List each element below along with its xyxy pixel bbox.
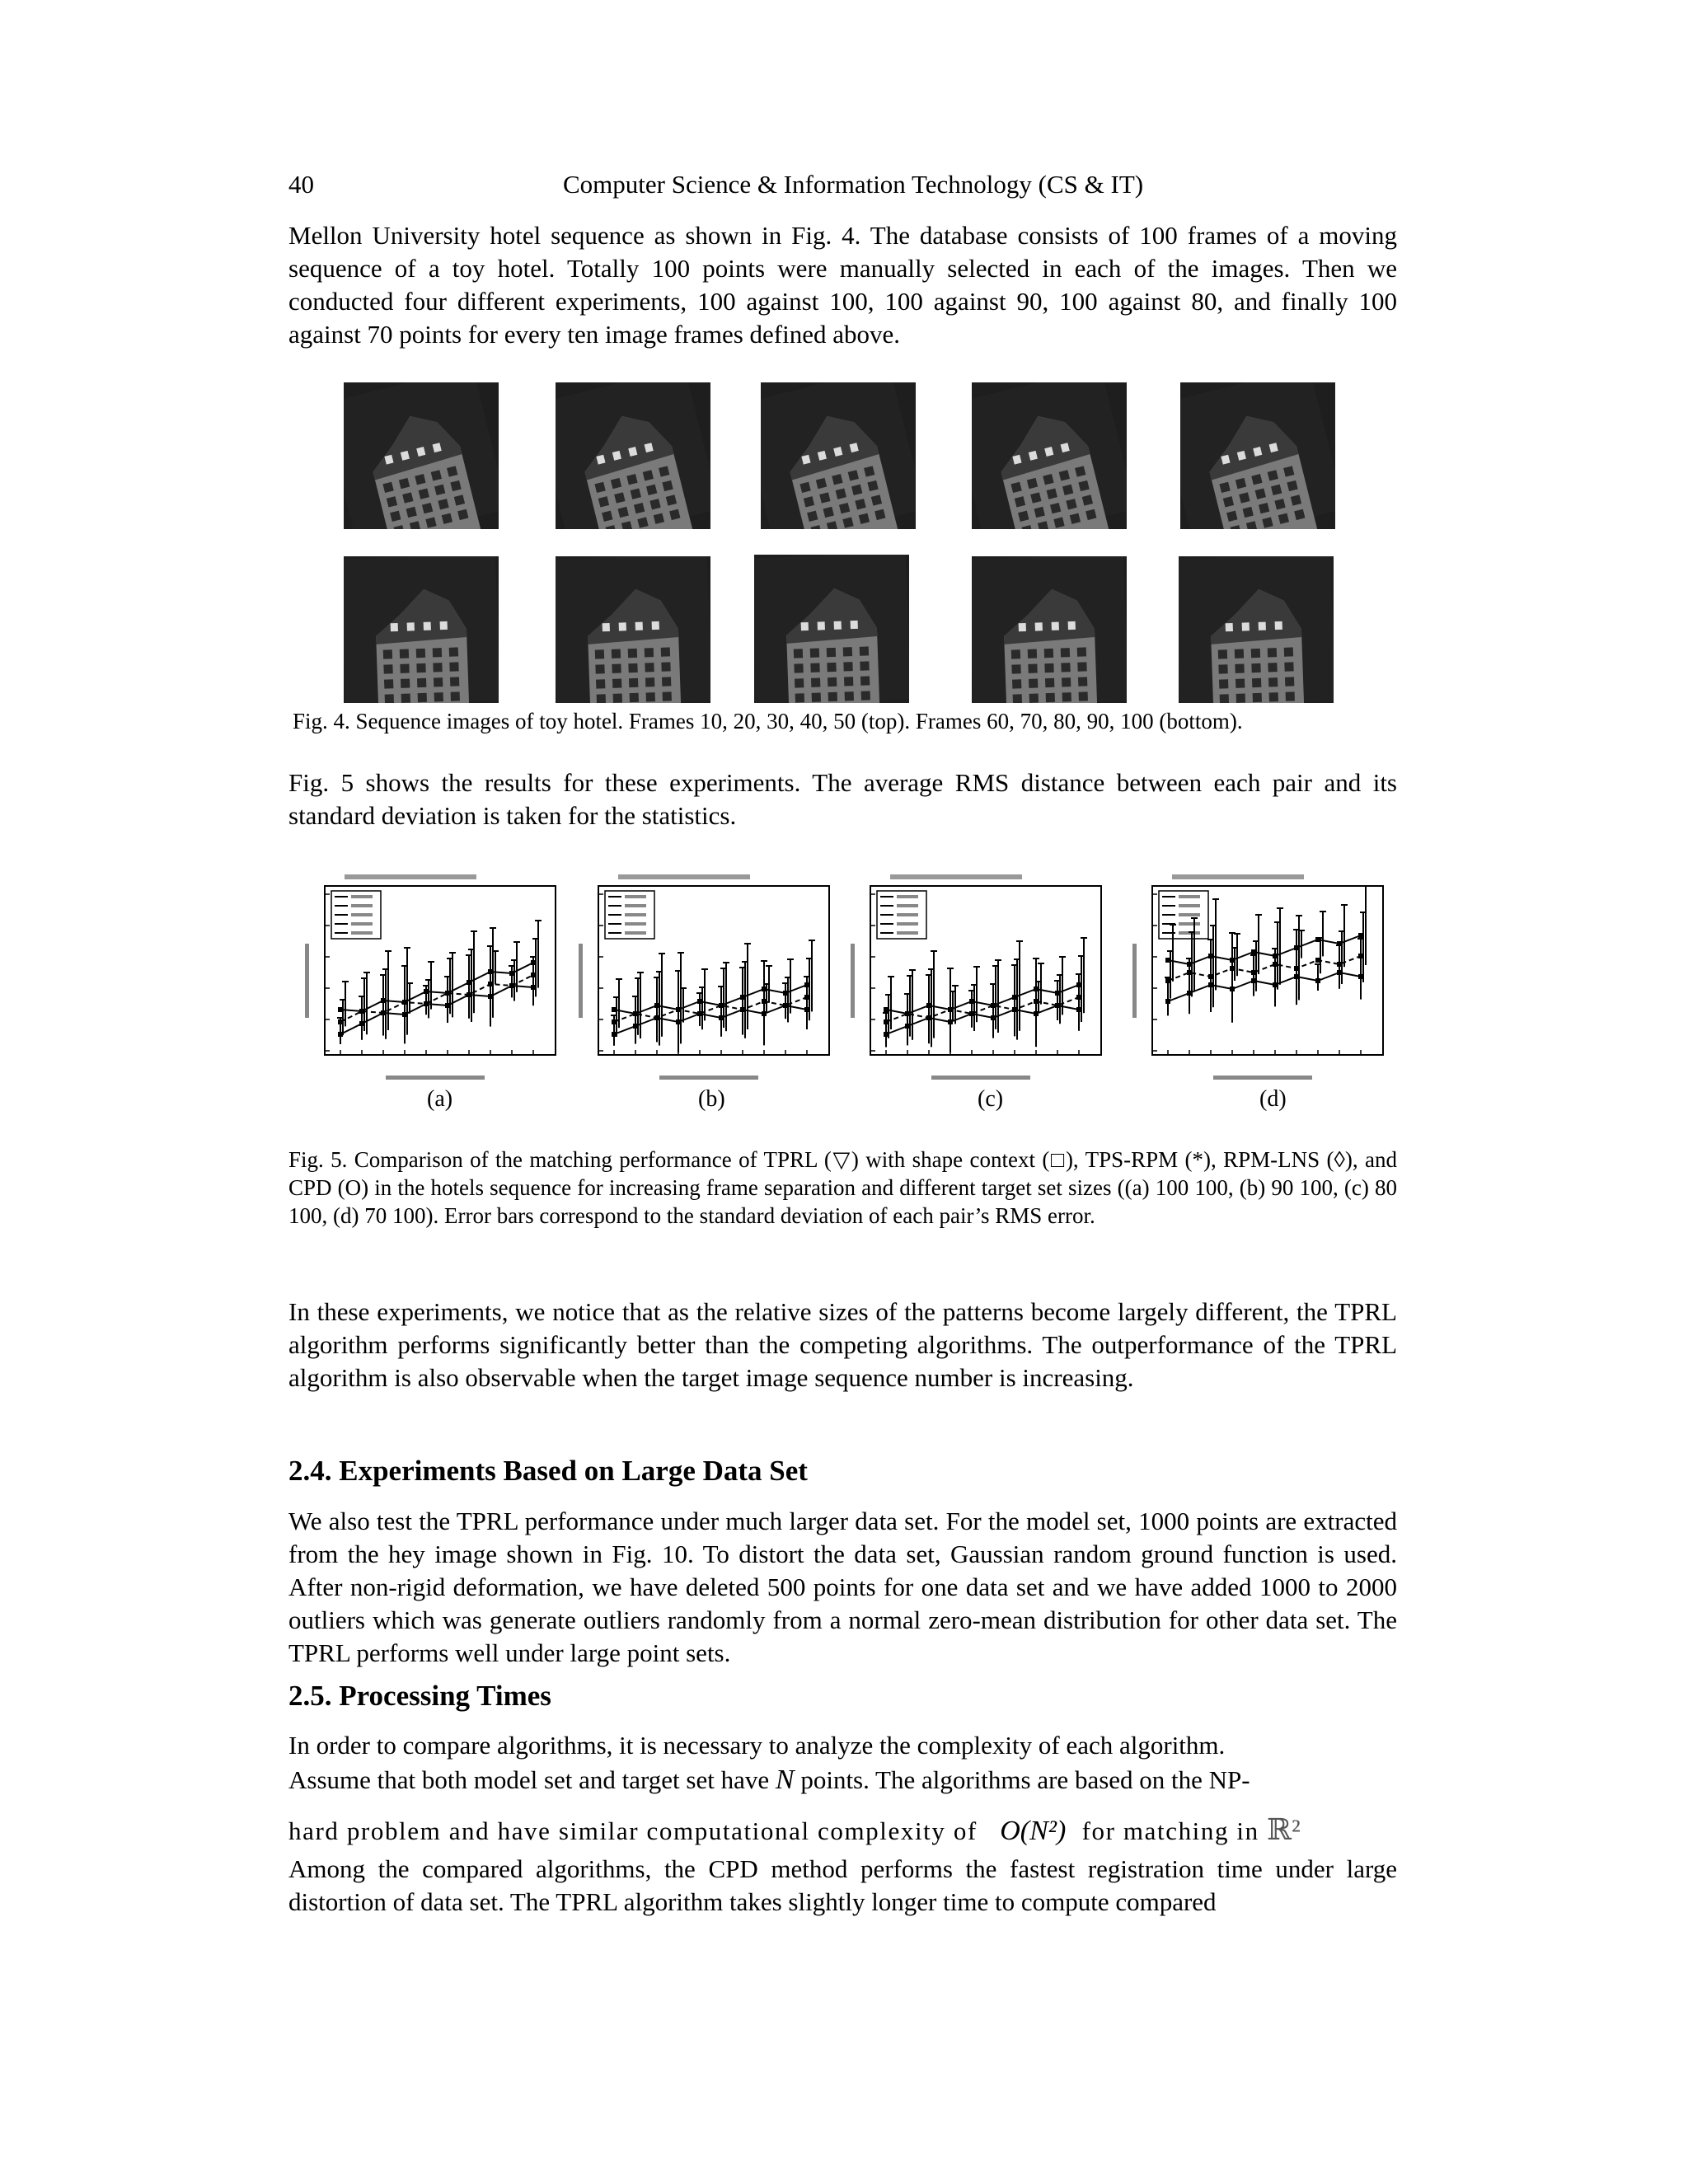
- section-2-4-body: We also test the TPRL performance under much larger data set. For the model set, 1000 points are extracted from the hey image shown in Fig. 10. To distort the data set, Gaussian random ground function is used. After non-rigid deformation, we have deleted 500 points for one data set and we have added 1000 to 2000 outliers which was generate outliers randomly from a normal zero-mean distribution for other data set. The TPRL performs well under large point sets.: [288, 1507, 1397, 1667]
- hotel-photo: [1179, 556, 1334, 703]
- subfigure-label: (a): [427, 1086, 453, 1112]
- plot-panel: [295, 869, 567, 1100]
- plot-panel: [569, 869, 841, 1100]
- hotel-frame: [761, 382, 916, 529]
- running-header: Computer Science & Information Technology (CS & IT): [563, 170, 1144, 199]
- variable-n: N: [775, 1765, 795, 1795]
- hotel-frame: [556, 556, 710, 703]
- plot-graphic: [295, 869, 567, 1100]
- hotel-frame: [344, 556, 499, 703]
- fig5-intro-paragraph: Fig. 5 shows the results for these experiments. The average RMS distance between each pair and its standard deviation is taken for the statistics.: [288, 768, 1397, 830]
- section-2-4-title: 2.4. Experiments Based on Large Data Set: [288, 1455, 808, 1487]
- plot-graphic: [569, 869, 841, 1100]
- hotel-frame: [556, 382, 710, 529]
- hotel-photo: [344, 382, 499, 529]
- subfigure-label: (d): [1259, 1086, 1287, 1112]
- plot-graphic: [841, 869, 1113, 1100]
- plot-panel: [841, 869, 1113, 1100]
- hotel-frame: [754, 555, 909, 703]
- hotel-photo: [1180, 382, 1335, 529]
- subfigure-label: (b): [698, 1086, 725, 1112]
- section-2-5-line-2: Assume that both model set and target set have N points. The algorithms are based on the NP-: [288, 1765, 1250, 1795]
- hotel-photo: [754, 555, 909, 703]
- hotel-frame: [1179, 556, 1334, 703]
- figure-4-caption: Fig. 4. Sequence images of toy hotel. Frames 10, 20, 30, 40, 50 (top). Frames 60, 70, 80, 90, 100 (bottom).: [293, 709, 1243, 733]
- page-number: 40: [288, 170, 314, 199]
- hotel-frame: [972, 382, 1127, 529]
- subfigure-label: (c): [978, 1086, 1004, 1112]
- intro-paragraph: Mellon University hotel sequence as shown in Fig. 4. The database consists of 100 frames of a moving sequence of a toy hotel. Totally 100 points were manually selected in each of the images. Then we conducted four different experiments, 100 against 100, 100 against 90, 100 against 80, and finally 100 against 70 points for every ten image frames defined above.: [288, 221, 1397, 349]
- hotel-frame: [972, 556, 1127, 703]
- complexity-formula: O(N²): [1000, 1816, 1067, 1846]
- plot-panel: [1123, 869, 1395, 1100]
- hotel-frame: [344, 382, 499, 529]
- section-2-5-body: Among the compared algorithms, the CPD method performs the fastest registration time under large distortion of data set. The TPRL algorithm takes slightly longer time to compute compared: [288, 1854, 1397, 1916]
- section-2-5-line-3: hard problem and have similar computational complexity of O(N²) for matching in ℝ²: [288, 1813, 1301, 1846]
- section-2-5-line-1: In order to compare algorithms, it is necessary to analyze the complexity of each algorithm.: [288, 1731, 1226, 1760]
- hotel-photo: [556, 382, 710, 529]
- figure-5-caption: Fig. 5. Comparison of the matching performance of TPRL (▽) with shape context (□), TPS-RPM (*), RPM-LNS (◊), and CPD (O) in the hotels sequence for increasing frame separation and different target set sizes ((a) 100 100, (b) 90 100, (c) 80 100, (d) 70 100). Error bars correspond to the standard deviation of each pair’s RMS error.: [288, 1147, 1397, 1228]
- real-space-symbol: ℝ²: [1267, 1813, 1301, 1846]
- hotel-photo: [761, 382, 916, 529]
- results-paragraph: In these experiments, we notice that as the relative sizes of the patterns become largely different, the TPRL algorithm performs significantly better than the competing algorithms. The outperformance of the TPRL algorithm is also observable when the target image sequence number is increasing.: [288, 1297, 1397, 1392]
- plot-graphic: [1123, 869, 1395, 1100]
- hotel-photo: [972, 382, 1127, 529]
- hotel-photo: [344, 556, 499, 703]
- hotel-frame: [1180, 382, 1335, 529]
- hotel-photo: [972, 556, 1127, 703]
- section-2-5-title: 2.5. Processing Times: [288, 1680, 551, 1712]
- hotel-photo: [556, 556, 710, 703]
